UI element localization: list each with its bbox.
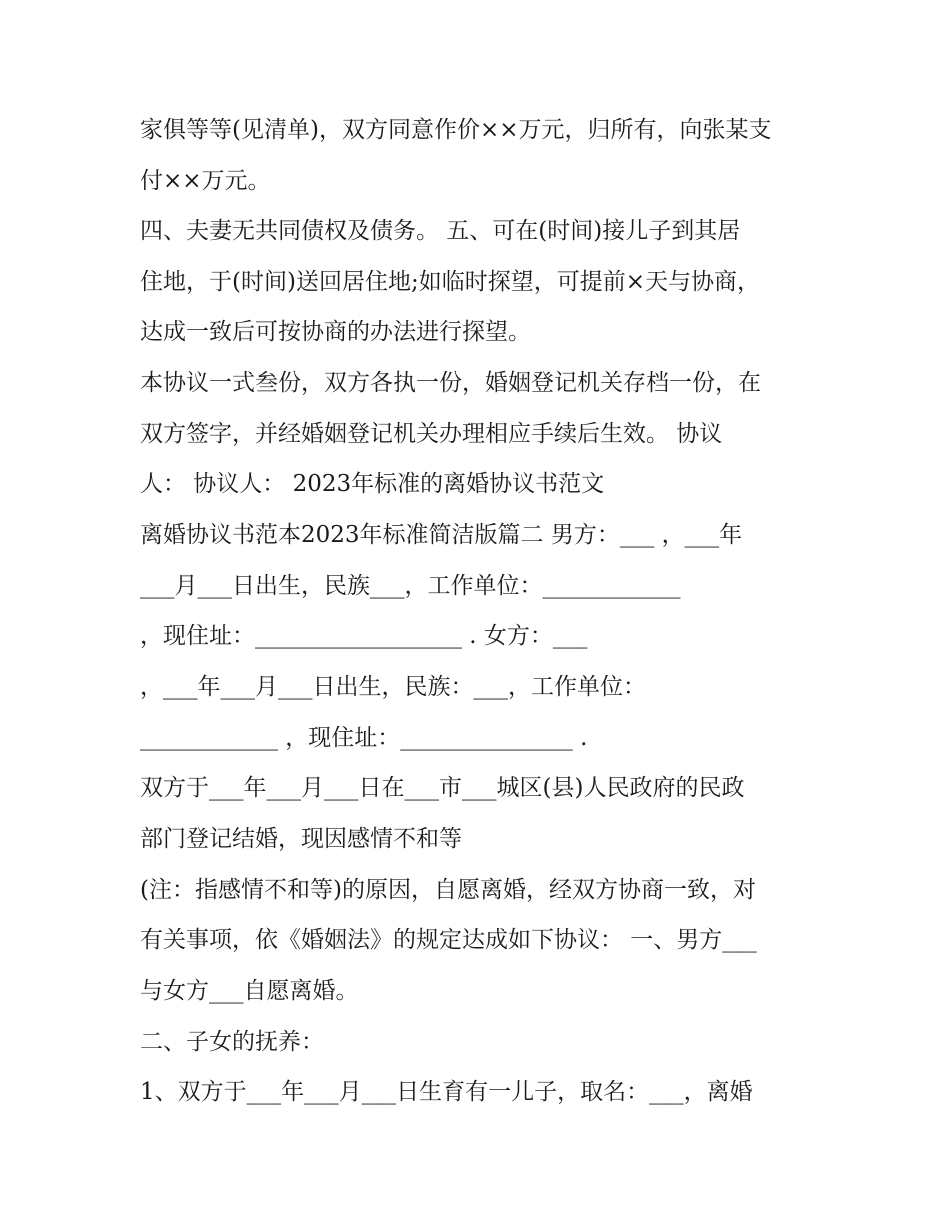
text-line-16: (注：指感情不和等)的原因，自愿离婚，经双方协商一致，对 xyxy=(140,877,756,903)
text-line-20: 1、双方于___年___月___日生育有一儿子，取名：___，离婚 xyxy=(140,1079,753,1105)
text-line-12: ，___年___月___日出生，民族：___，工作单位： xyxy=(140,674,646,700)
text-line-9: 离婚协议书范本2023年标准简洁版篇二 男方：___ ，___年 xyxy=(140,522,743,548)
text-line-14: 双方于___年___月___日在___市___城区(县)人民政府的民政 xyxy=(140,775,745,801)
text-line-5: 达成一致后可按协商的办法进行探望。 xyxy=(140,319,531,345)
text-line-17: 有关事项，依《婚姻法》的规定达成如下协议： 一、男方___ xyxy=(140,927,757,953)
text-line-13: ____________ ，现住址：_______________ . xyxy=(140,725,588,751)
text-line-11: ，现住址：__________________ . 女方：___ xyxy=(140,623,588,649)
text-line-8: 人： 协议人： 2023年标准的离婚协议书范文 xyxy=(140,471,605,497)
text-line-15: 部门登记结婚，现因感情不和等 xyxy=(140,826,462,852)
text-line-4: 住地，于(时间)送回居住地;如临时探望，可提前×天与协商， xyxy=(140,269,760,295)
text-line-10: ___月___日出生，民族___，工作单位：____________ xyxy=(140,573,681,599)
text-line-2: 付××万元。 xyxy=(140,168,271,194)
text-line-7: 双方签字，并经婚姻登记机关办理相应手续后生效。 协议 xyxy=(140,421,723,447)
text-line-18: 与女方___自愿离婚。 xyxy=(140,978,359,1004)
text-line-3: 四、夫妻无共同债权及债务。 五、可在(时间)接儿子到其居 xyxy=(140,218,741,244)
text-line-1: 家俱等等(见清单)，双方同意作价××万元，归所有，向张某支 xyxy=(140,117,772,143)
text-line-6: 本协议一式叁份，双方各执一份，婚姻登记机关存档一份，在 xyxy=(140,370,761,396)
text-line-19: 二、子女的抚养： xyxy=(140,1029,324,1055)
